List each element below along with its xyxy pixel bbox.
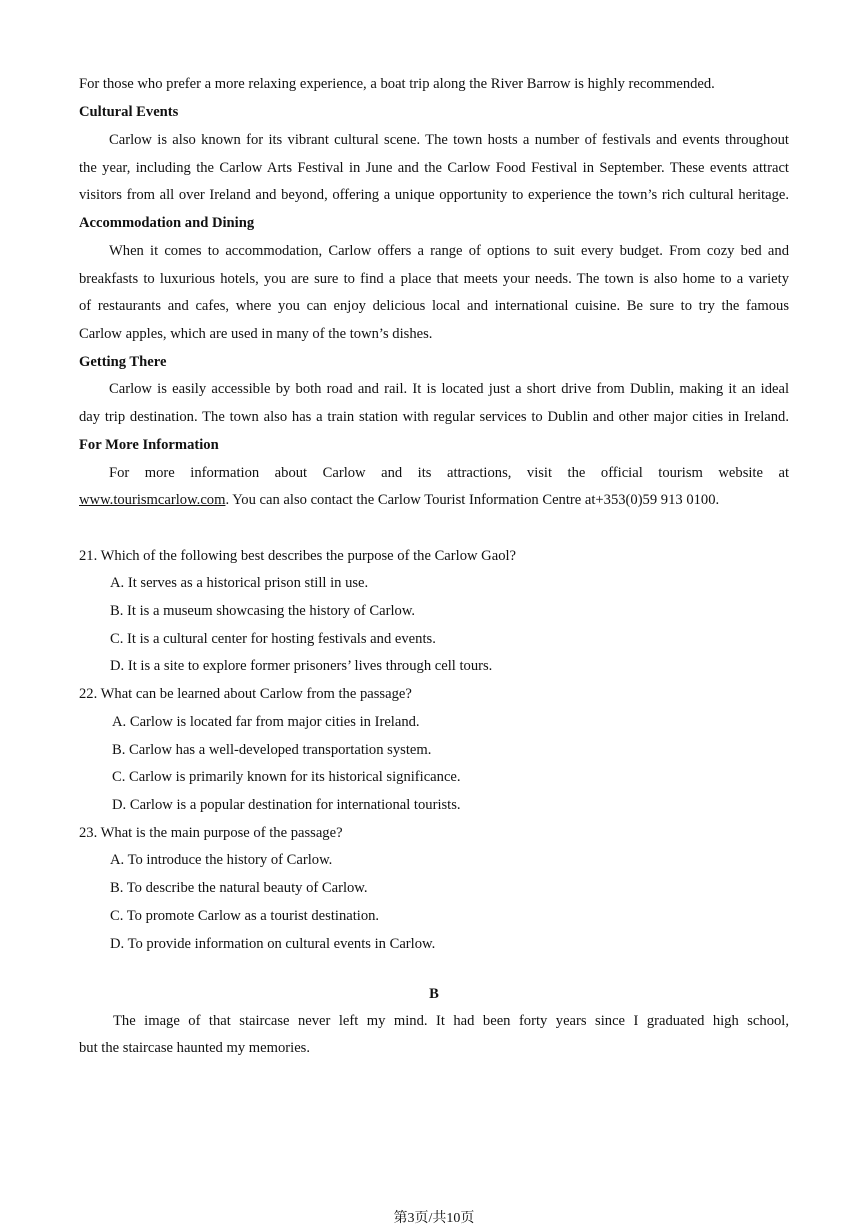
heading-accommodation: Accommodation and Dining	[79, 215, 255, 231]
question-23-option-d: D. To provide information on cultural events in Carlow.	[110, 936, 436, 952]
paragraph-line: day trip destination. The town also has a train station with regular services to Dublin and other major cities in Ireland.	[79, 409, 789, 425]
contact-text: . You can also contact the Carlow Tourist Information Centre at+353(0)59 913 0100.	[225, 492, 720, 508]
section-b-line: but the staircase haunted my memories.	[79, 1040, 310, 1056]
paragraph-line: of restaurants and cafes, where you can enjoy delicious local and international cuisine. Be sure to try the famous	[79, 298, 789, 314]
section-b-line: The image of that staircase never left my mind. It had been forty years since I graduated high school,	[113, 1013, 789, 1029]
paragraph-line: Carlow is easily accessible by both road and rail. It is located just a short drive from Dublin, making it an ideal	[109, 381, 789, 397]
paragraph-line: breakfasts to luxurious hotels, you are sure to find a place that meets your needs. The town is also home to a variety	[79, 271, 789, 287]
heading-more-info: For More Information	[79, 437, 219, 453]
question-23-option-b: B. To describe the natural beauty of Carlow.	[110, 880, 368, 896]
question-22-option-c: C. Carlow is primarily known for its historical significance.	[112, 769, 461, 785]
page-footer: 第3页/共10页	[393, 1211, 475, 1226]
paragraph-line: Carlow is also known for its vibrant cultural scene. The town hosts a number of festivals and events throughout	[109, 132, 789, 148]
question-22-option-b: B. Carlow has a well-developed transportation system.	[112, 742, 432, 758]
paragraph-line	[79, 491, 789, 509]
paragraph-line: the year, including the Carlow Arts Festival in June and the Carlow Food Festival in September. These events attract	[79, 160, 789, 176]
heading-getting-there: Getting There	[79, 354, 167, 370]
heading-cultural-events: Cultural Events	[79, 104, 179, 120]
section-b-label: B	[429, 986, 439, 1002]
question-21-stem: 21. Which of the following best describes the purpose of the Carlow Gaol?	[79, 548, 517, 564]
question-23-option-c: C. To promote Carlow as a tourist destination.	[110, 908, 380, 924]
intro-last-line: For those who prefer a more relaxing experience, a boat trip along the River Barrow is highly recommended.	[79, 76, 715, 92]
paragraph-line: When it comes to accommodation, Carlow offers a range of options to suit every budget. From cozy bed and	[109, 243, 789, 259]
question-21-option-a: A. It serves as a historical prison still in use.	[110, 575, 369, 591]
question-21-option-b: B. It is a museum showcasing the history of Carlow.	[110, 603, 416, 619]
question-22-option-d: D. Carlow is a popular destination for international tourists.	[112, 797, 461, 813]
question-22-stem: 22. What can be learned about Carlow from the passage?	[79, 686, 412, 702]
paragraph-line: visitors from all over Ireland and beyond, offering a unique opportunity to experience the town’s rich cultural heritage.	[79, 187, 789, 203]
paragraph-line: For more information about Carlow and its attractions, visit the official tourism website at	[109, 465, 789, 481]
tourism-website-link[interactable]: www.tourismcarlow.com	[79, 492, 226, 508]
question-22-option-a: A. Carlow is located far from major cities in Ireland.	[112, 714, 420, 730]
question-21-option-c: C. It is a cultural center for hosting festivals and events.	[110, 631, 436, 647]
question-21-option-d: D. It is a site to explore former prisoners’ lives through cell tours.	[110, 658, 493, 674]
question-23-stem: 23. What is the main purpose of the passage?	[79, 825, 343, 841]
question-23-option-a: A. To introduce the history of Carlow.	[110, 852, 333, 868]
paragraph-line: Carlow apples, which are used in many of the town’s dishes.	[79, 326, 433, 342]
